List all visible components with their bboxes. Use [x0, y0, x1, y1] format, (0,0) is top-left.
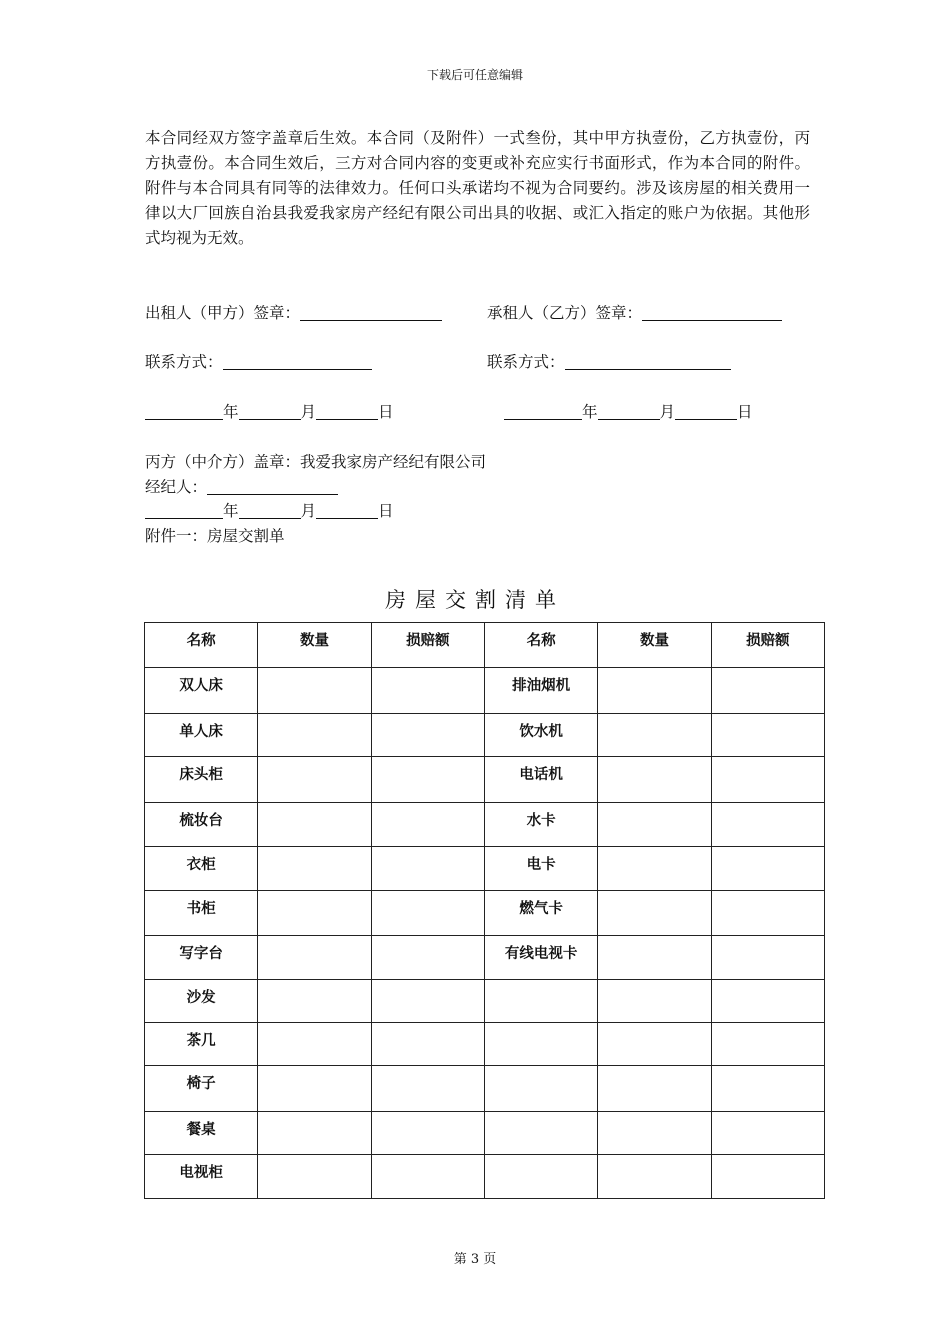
attachment-line: [145, 526, 285, 546]
tenant-contact-label: 联系方式：: [487, 353, 565, 371]
quantity-left: [258, 891, 371, 936]
table-row: [145, 803, 825, 847]
agent-line: [145, 477, 338, 497]
table-row: [145, 891, 825, 936]
quantity-left: [258, 1066, 371, 1112]
item-name-right: 排油烟机: [484, 668, 597, 714]
landlord-signature-line: [145, 303, 442, 323]
quantity-right: [598, 980, 711, 1023]
page-footer: [0, 1248, 950, 1267]
landlord-sign-label: 出租人（甲方）签章：: [145, 304, 301, 322]
item-name-left: 写字台: [145, 936, 258, 980]
item-name-left: 双人床: [145, 668, 258, 714]
damage-left: [371, 1112, 484, 1155]
damage-left: [371, 803, 484, 847]
year-blank: [145, 403, 223, 420]
tenant-sign-label: 承租人（乙方）签章：: [487, 304, 643, 322]
item-name-left: 床头柜: [145, 757, 258, 803]
damage-left: [371, 757, 484, 803]
table-title: 房屋交割清单: [385, 588, 565, 612]
quantity-right: [598, 891, 711, 936]
item-name-left: 沙发: [145, 980, 258, 1023]
damage-right: [711, 1023, 824, 1066]
col-header: 名称: [484, 623, 597, 668]
damage-right: [711, 1155, 824, 1199]
agency-date-line: [145, 501, 394, 521]
table-header-row: [145, 623, 825, 668]
month-blank: [598, 403, 660, 420]
quantity-left: [258, 668, 371, 714]
table-row: [145, 1023, 825, 1066]
damage-right: [711, 803, 824, 847]
col-header: 数量: [598, 623, 711, 668]
damage-left: [371, 891, 484, 936]
item-name-right: [484, 1155, 597, 1199]
damage-right: [711, 1112, 824, 1155]
item-name-right: 燃气卡: [484, 891, 597, 936]
item-name-right: 有线电视卡: [484, 936, 597, 980]
item-name-right: 电话机: [484, 757, 597, 803]
damage-left: [371, 668, 484, 714]
landlord-contact-line: [145, 352, 372, 372]
quantity-right: [598, 1023, 711, 1066]
year-blank: [504, 403, 582, 420]
year-label: 年: [223, 403, 239, 421]
page-suffix: 页: [483, 1252, 497, 1267]
day-blank: [316, 403, 378, 420]
item-name-left: 茶几: [145, 1023, 258, 1066]
landlord-contact-label: 联系方式：: [145, 353, 223, 371]
month-label: 月: [659, 403, 676, 421]
year-label: 年: [582, 403, 598, 421]
item-name-left: 餐桌: [145, 1112, 258, 1155]
item-name-left: 梳妆台: [145, 803, 258, 847]
tenant-sign-blank: [642, 304, 782, 321]
damage-left: [371, 714, 484, 757]
damage-right: [711, 980, 824, 1023]
damage-left: [371, 847, 484, 891]
col-header: 损赔额: [371, 623, 484, 668]
contract-paragraph: [145, 126, 810, 251]
quantity-right: [598, 803, 711, 847]
item-name-left: 衣柜: [145, 847, 258, 891]
quantity-left: [258, 847, 371, 891]
col-header: 损赔额: [711, 623, 824, 668]
item-name-right: [484, 980, 597, 1023]
item-name-right: [484, 1066, 597, 1112]
damage-right: [711, 668, 824, 714]
landlord-contact-blank: [223, 353, 372, 370]
damage-left: [371, 1066, 484, 1112]
damage-left: [371, 1023, 484, 1066]
day-label: 日: [737, 403, 753, 421]
tenant-contact-line: [487, 352, 731, 372]
day-blank: [316, 502, 378, 519]
quantity-left: [258, 1023, 371, 1066]
quantity-left: [258, 936, 371, 980]
agent-label: 经纪人：: [145, 478, 208, 496]
item-name-left: 单人床: [145, 714, 258, 757]
quantity-right: [598, 757, 711, 803]
item-name-right: 电卡: [484, 847, 597, 891]
quantity-right: [598, 936, 711, 980]
damage-left: [371, 936, 484, 980]
item-name-right: 饮水机: [484, 714, 597, 757]
damage-right: [711, 936, 824, 980]
table-row: [145, 1155, 825, 1199]
landlord-date-line: [145, 402, 394, 422]
damage-right: [711, 757, 824, 803]
item-name-left: 椅子: [145, 1066, 258, 1112]
agency-stamp-label: 丙方（中介方）盖章：我爱我家房产经纪有限公司: [145, 453, 487, 471]
quantity-left: [258, 714, 371, 757]
col-header: 名称: [145, 623, 258, 668]
item-name-left: 书柜: [145, 891, 258, 936]
handover-table: [144, 622, 825, 1199]
day-blank: [675, 403, 737, 420]
quantity-left: [258, 980, 371, 1023]
item-name-right: [484, 1023, 597, 1066]
landlord-sign-blank: [300, 304, 442, 321]
quantity-left: [258, 1155, 371, 1199]
table-row: [145, 714, 825, 757]
agent-blank: [207, 478, 338, 495]
day-label: 日: [378, 502, 394, 520]
day-label: 日: [378, 403, 394, 421]
damage-left: [371, 980, 484, 1023]
month-label: 月: [300, 502, 317, 520]
year-blank: [145, 502, 223, 519]
damage-right: [711, 847, 824, 891]
item-name-right: 水卡: [484, 803, 597, 847]
table-row: [145, 1066, 825, 1112]
item-name-right: [484, 1112, 597, 1155]
tenant-contact-blank: [565, 353, 731, 370]
year-label: 年: [223, 502, 239, 520]
table-row: [145, 847, 825, 891]
table-row: [145, 1112, 825, 1155]
damage-right: [711, 1066, 824, 1112]
quantity-right: [598, 1155, 711, 1199]
paragraph-text: 本合同经双方签字盖章后生效。本合同（及附件）一式叁份，其中甲方执壹份，乙方执壹份，丙方执壹份。本合同生效后，三方对合同内容的变更或补充应实行书面形式，作为本合同的附件。附件与本合同具有同等的法律效力。任何口头承诺均不视为合同要约。涉及该房屋的相关费用一律以大厂回族自治县我爱我家房产经纪有限公司出具的收据、或汇入指定的账户为依据。其他形式均视为无效。: [145, 129, 810, 247]
table-row: [145, 980, 825, 1023]
quantity-left: [258, 803, 371, 847]
damage-right: [711, 714, 824, 757]
month-blank: [239, 502, 301, 519]
quantity-left: [258, 757, 371, 803]
header-note: 下载后可任意编辑: [426, 68, 523, 82]
month-label: 月: [300, 403, 317, 421]
col-header: 数量: [258, 623, 371, 668]
quantity-right: [598, 668, 711, 714]
table-row: [145, 757, 825, 803]
agency-stamp-line: [145, 452, 486, 472]
table-row: [145, 668, 825, 714]
quantity-right: [598, 714, 711, 757]
tenant-signature-line: [487, 303, 782, 323]
quantity-left: [258, 1112, 371, 1155]
attachment-label: 附件一：房屋交割单: [145, 527, 285, 545]
damage-right: [711, 891, 824, 936]
page-prefix: 第: [453, 1252, 467, 1267]
tenant-date-line: [504, 402, 753, 422]
table-row: [145, 936, 825, 980]
quantity-right: [598, 1066, 711, 1112]
month-blank: [239, 403, 301, 420]
quantity-right: [598, 847, 711, 891]
page-number: 3: [470, 1252, 480, 1267]
quantity-right: [598, 1112, 711, 1155]
damage-left: [371, 1155, 484, 1199]
item-name-left: 电视柜: [145, 1155, 258, 1199]
